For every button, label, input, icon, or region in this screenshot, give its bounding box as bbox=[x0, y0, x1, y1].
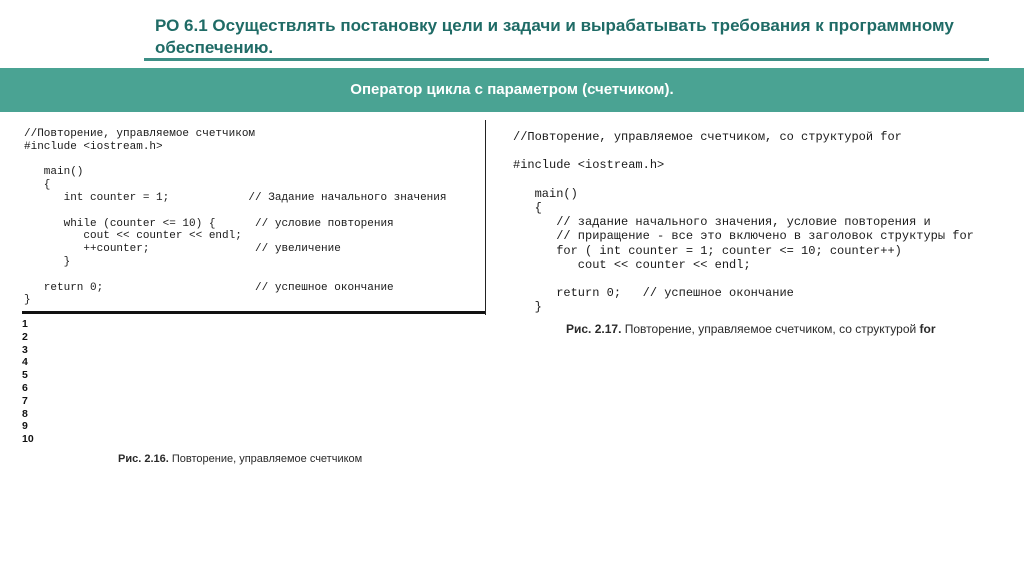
caption-figure-number: Рис. 2.17. bbox=[566, 322, 622, 336]
caption-figure-number: Рис. 2.16. bbox=[118, 453, 169, 465]
output-line: 7 bbox=[22, 394, 28, 407]
output-line: 4 bbox=[22, 356, 28, 369]
caption-text: Повторение, управляемое счетчиком, со структурой bbox=[621, 322, 920, 336]
output-line: 9 bbox=[22, 420, 28, 433]
code-listing-for: //Повторение, управляемое счетчиком, со структурой for #include <iostream.h> main() { // задание начального значения, условие повторения и // приращение - все это включено в заголовок структуры for for ( int counter = 1; counter <= 10; counter++) cout << counter << endl; return 0; // успешное окончание } bbox=[513, 130, 974, 315]
output-line: 3 bbox=[22, 343, 28, 356]
slide-title: РО 6.1 Осуществлять постановку цели и задачи и вырабатывать требования к программному обеспечению. bbox=[155, 16, 954, 57]
caption-keyword: for bbox=[919, 322, 936, 336]
figure-caption-2-16 bbox=[118, 453, 362, 465]
caption-text: Повторение, управляемое счетчиком bbox=[168, 453, 363, 465]
program-output bbox=[22, 318, 34, 446]
output-line: 10 bbox=[22, 433, 34, 446]
listing-divider-vertical bbox=[485, 120, 486, 315]
code-listing-while: //Повторение, управляемое счетчиком #include <iostream.h> main() { int counter = 1; // Задание начального значения while (counter <= 10) { // условие повторения cout << counter << endl; ++counter; // увеличение } return 0; // успешное окончание } bbox=[24, 128, 447, 307]
figure-caption-2-17 bbox=[566, 322, 936, 336]
section-banner bbox=[0, 68, 1024, 112]
output-line: 5 bbox=[22, 369, 28, 382]
title-underline bbox=[144, 58, 989, 61]
output-line: 1 bbox=[22, 318, 28, 330]
output-line: 8 bbox=[22, 407, 28, 420]
listing-divider bbox=[22, 311, 485, 314]
output-line: 6 bbox=[22, 381, 28, 394]
banner-text: Оператор цикла с параметром (счетчиком). bbox=[350, 81, 674, 98]
output-line: 2 bbox=[22, 330, 28, 343]
